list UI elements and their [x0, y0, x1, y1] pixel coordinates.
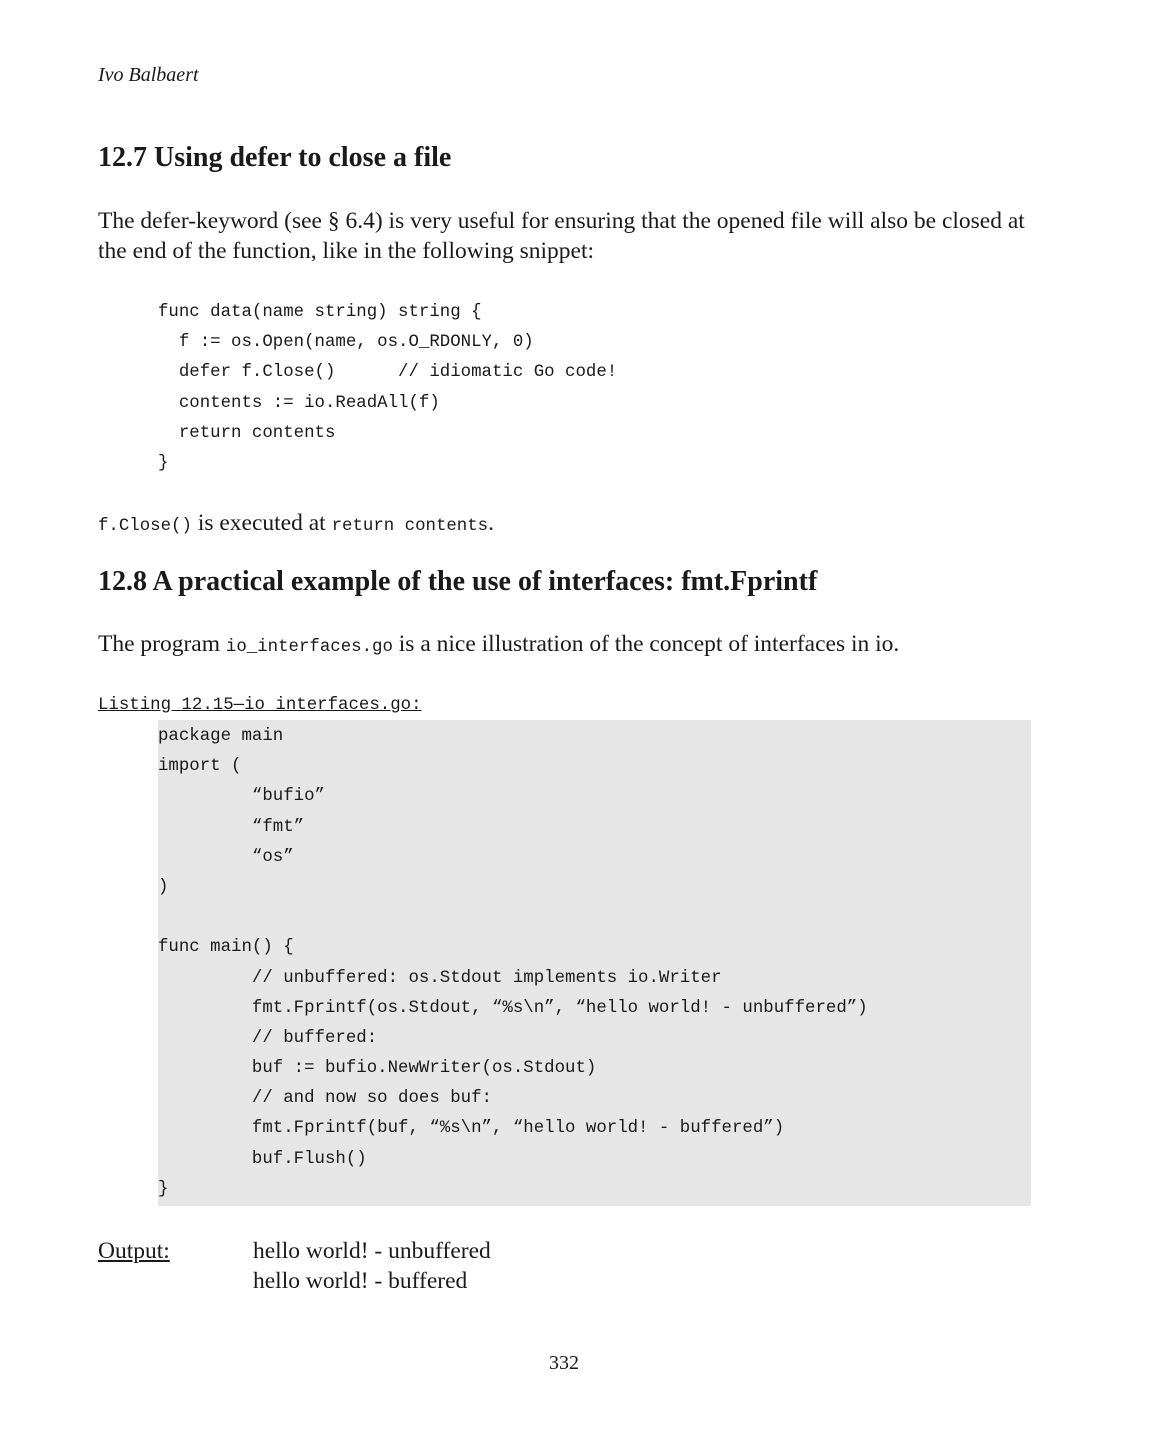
code-listing-box	[158, 720, 1031, 1206]
listing-caption: Listing 12.15—io_interfaces.go:	[98, 696, 422, 715]
code-line: return contents	[158, 423, 336, 443]
code-line: package main	[158, 727, 284, 746]
section-heading-12-8: 12.8 A practical example of the use of interfaces: fmt.Fprintf	[98, 566, 818, 597]
code-line: )	[158, 877, 169, 897]
page-number: 332	[549, 1352, 579, 1374]
code-line: fmt.Fprintf(os.Stdout, “%s\n”, “hello world! - unbuffered”)	[158, 998, 868, 1018]
inline-code: io_interfaces.go	[225, 638, 393, 657]
code-listing	[158, 720, 1031, 1205]
code-line: }	[158, 453, 169, 473]
output-line: hello world! - buffered	[253, 1268, 468, 1294]
inline-code: return contents	[331, 517, 489, 536]
code-snippet-defer	[158, 298, 617, 479]
code-line: fmt.Fprintf(buf, “%s\n”, “hello world! - buffered”)	[158, 1119, 785, 1139]
code-line: “os”	[158, 847, 294, 867]
note-text: .	[488, 510, 494, 536]
code-line: // buffered:	[158, 1028, 378, 1048]
code-line: func data(name string) string {	[158, 303, 482, 322]
section-12-8-intro	[98, 629, 1108, 663]
code-line: defer f.Close() // idiomatic Go code!	[158, 363, 618, 383]
code-line: import (	[158, 757, 242, 777]
intro-text: The program	[98, 631, 226, 657]
section-heading-12-7: 12.7 Using defer to close a file	[98, 142, 452, 173]
code-line: “fmt”	[158, 817, 305, 837]
code-line: buf.Flush()	[158, 1149, 367, 1169]
code-line: f := os.Open(name, os.O_RDONLY, 0)	[158, 333, 534, 353]
code-line	[158, 903, 1031, 933]
code-line: buf := bufio.NewWriter(os.Stdout)	[158, 1059, 597, 1079]
output-label: Output:	[98, 1238, 170, 1264]
code-line: contents := io.ReadAll(f)	[158, 393, 440, 413]
code-line: // and now so does buf:	[158, 1089, 492, 1109]
running-header-author: Ivo Balbaert	[98, 64, 199, 86]
code-line: “bufio”	[158, 787, 325, 807]
code-line: // unbuffered: os.Stdout implements io.Writer	[158, 968, 722, 988]
code-line: func main() {	[158, 938, 294, 958]
note-text: is executed at	[191, 510, 332, 536]
section-12-7-intro: The defer-keyword (see § 6.4) is very useful for ensuring that the opened file will also be closed at the end of the function, like in the following snippet:	[98, 208, 1025, 264]
output-block	[253, 1236, 491, 1296]
defer-note	[98, 508, 1048, 542]
intro-text: is a nice illustration of the concept of interfaces in io.	[392, 631, 900, 657]
output-line: hello world! - unbuffered	[253, 1238, 491, 1264]
code-line: }	[158, 1179, 169, 1199]
inline-code: f.Close()	[98, 517, 192, 536]
